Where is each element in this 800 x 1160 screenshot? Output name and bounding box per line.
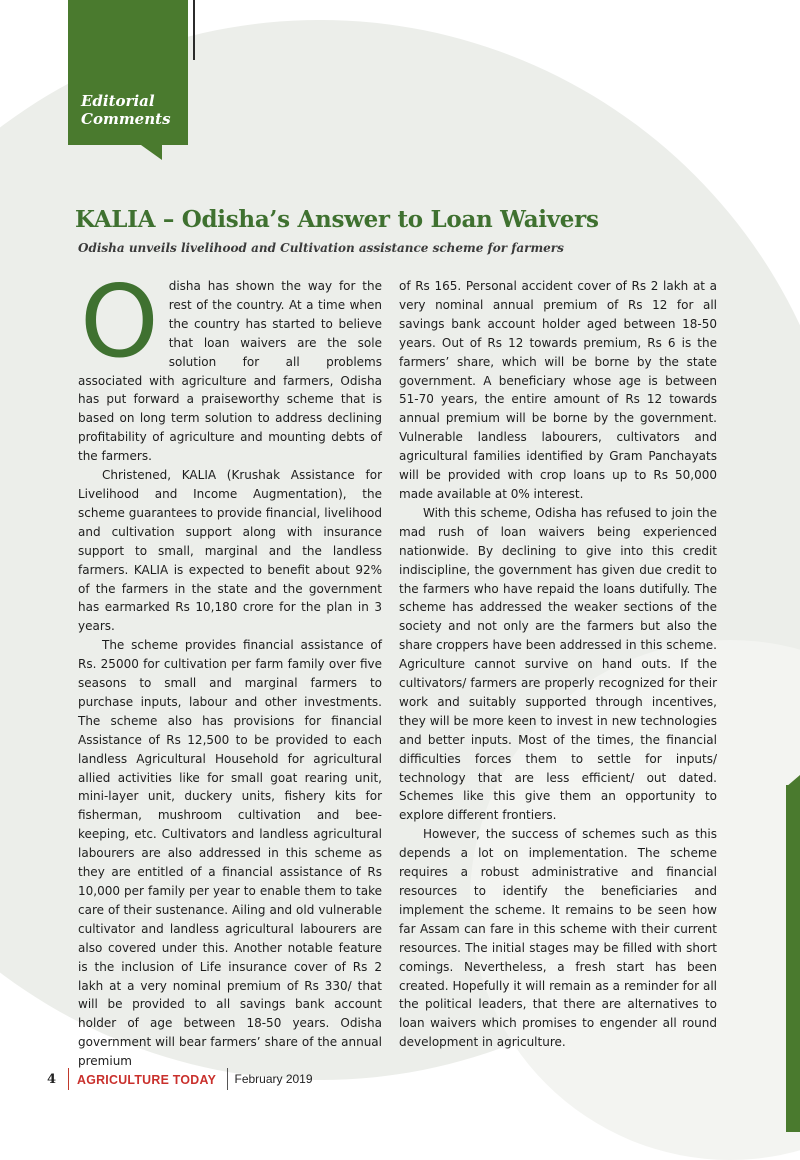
article-column-left (78, 263, 382, 1071)
publication-name: AGRICULTURE TODAY (77, 1071, 217, 1087)
footer-divider (68, 1068, 69, 1090)
article-paragraph (78, 263, 382, 466)
footer-divider (227, 1068, 228, 1090)
drop-cap: O (80, 263, 159, 380)
article-title: KALIA – Odisha’s Answer to Loan Waivers (75, 206, 599, 233)
page-footer (47, 1068, 313, 1090)
article-subtitle: Odisha unveils livelihood and Cultivation assistance scheme for farmers (78, 241, 564, 255)
right-edge-accent-bar (786, 785, 800, 1132)
page-number: 4 (47, 1071, 57, 1087)
article-paragraph: The scheme provides financial assistance of Rs. 25000 for cultivation per farm family over five seasons to small and marginal farmers to purchase inputs, labour and other investments. The scheme also has provisions for financial Assistance of Rs 12,500 to be provided to each landless Agricultural Household for agricultural allied activities like for small goat rearing unit, mini-layer unit, duckery units, fishery kits for fisherman, mushroom cultivation and bee-keeping, etc. Cultivators and landless agricultural labourers are also addressed in this scheme as they are entitled of a financial assistance of Rs 10,000 per family per year to enable them to take care of their sustenance. Ailing and old vulnerable cultivator and landless agricultural labourers are also covered under this. Another notable feature is the inclusion of Life insurance cover of Rs 2 lakh at a very nominal premium of Rs 330/ that will be provided to all savings bank account holder of age between 18-50 years. Odisha government will bear farmers’ share of the annual premium (78, 638, 382, 1069)
article-column-right (399, 277, 717, 1052)
article-paragraph: However, the success of schemes such as this depends a lot on implementation. The scheme requires a robust administrative and financial resources to identify the beneficiaries and implement the scheme. It remains to be seen how far Assam can fare in this scheme with their current resources. The initial stages may be filled with short comings. Nevertheless, a fresh start has been created. Hopefully it will remain as a reminder for all the political leaders, that there are alternatives to loan waivers which promises to engender all round development in agriculture. (399, 827, 717, 1050)
issue-date: February 2019 (234, 1072, 313, 1086)
article-paragraph: With this scheme, Odisha has refused to join the mad rush of loan waivers being experienced nationwide. By declining to give into this credit indiscipline, the government has given due credit to the farmers who have repaid the loans dutifully. The scheme has addressed the weaker sections of the society and not only are the farmers but also the share croppers have been addressed in this scheme. Agriculture cannot survive on hand outs. If the cultivators/ farmers are properly recognized for their work and suitably supported through incentives, they will be more keen to invest in new technologies and better inputs. Most of the times, the financial difficulties forces them to settle for inputs/ technology that are less efficient/ out dated. Schemes like this give them an opportunity to explore different frontiers. (399, 505, 717, 823)
article-paragraph: of Rs 165. Personal accident cover of Rs 2 lakh at a very nominal annual premium of Rs 12 for all savings bank account holder aged between 18-50 years. Out of Rs 12 towards premium, Rs 6 is the farmers’ share, which will be borne by the state government. A beneficiary whose age is between 51-70 years, the entire amount of Rs 12 towards annual premium will be borne by the government. Vulnerable landless labourers, cultivators and agricultural families identified by Gram Panchayats will be provided with crop loans up to Rs 50,000 made available at 0% interest. (399, 279, 717, 501)
section-tag-divider (193, 0, 195, 60)
section-tag-label (81, 92, 171, 128)
article-paragraph: Christened, KALIA (Krushak Assistance for Livelihood and Income Augmentation), the scheme guarantees to provide financial, livelihood and cultivation support along with insurance support to small, marginal and the landless farmers. KALIA is expected to benefit about 92% of the farmers in the state and the government has earmarked Rs 10,180 crore for the plan in 3 years. (78, 468, 382, 634)
paragraph-text: disha has shown the way for the rest of the country. At a time when the country has started to believe that loan waivers are the sole solution for all problems associated with agriculture and farmers, Odisha has put forward a praiseworthy scheme that is based on long term solution to address declining profitability of agriculture and mounting debts of the farmers. (78, 279, 382, 464)
section-tag-line1: Editorial (81, 92, 155, 110)
section-tag-pointer (141, 145, 162, 160)
section-tag-line2: Comments (81, 110, 171, 128)
